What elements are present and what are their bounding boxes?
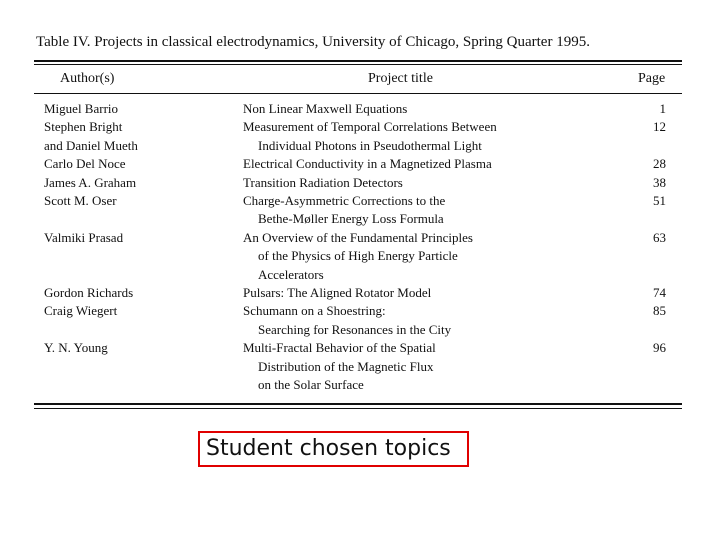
title-cell	[243, 155, 636, 173]
title-line: Pulsars: The Aligned Rotator Model	[243, 285, 432, 301]
annotation-box: Student chosen topics	[198, 431, 469, 467]
title-cell	[243, 302, 636, 339]
title-cell	[243, 284, 636, 302]
table-row	[44, 118, 666, 136]
table-row	[44, 100, 666, 118]
title-cell	[243, 339, 636, 394]
bottom-rule-thin	[34, 408, 682, 409]
author-cell: Gordon Richards	[44, 285, 134, 301]
title-line: of the Physics of High Energy Particle	[258, 248, 458, 264]
title-cell	[243, 100, 636, 118]
header-page: Page	[638, 71, 666, 86]
title-line: Charge-Asymmetric Corrections to the	[243, 193, 446, 209]
projects-table	[44, 100, 666, 395]
title-line: Non Linear Maxwell Equations	[243, 101, 408, 116]
author-cell: James A. Graham	[44, 174, 137, 190]
bottom-rule	[34, 403, 682, 405]
table-caption: Table IV. Projects in classical electrodynamics, University of Chicago, Spring Quarter 1995.	[36, 34, 590, 50]
title-cell	[243, 192, 636, 229]
title-line: Individual Photons in Pseudothermal Light	[258, 137, 482, 153]
page-cell: 51	[653, 193, 666, 209]
page-cell	[636, 137, 666, 155]
header-title: Project title	[368, 71, 433, 86]
title-cell	[243, 118, 636, 136]
title-line: Multi-Fractal Behavior of the Spatial	[243, 340, 436, 356]
table-row	[44, 302, 666, 339]
header-rule	[34, 93, 682, 94]
author-cell: Stephen Bright	[44, 119, 123, 135]
title-line: Bethe-Møller Energy Loss Formula	[258, 211, 444, 227]
title-line: Electrical Conductivity in a Magnetized Plasma	[243, 156, 492, 172]
header-author: Author(s)	[60, 71, 115, 86]
author-cell: Valmiki Prasad	[44, 229, 124, 245]
author-cell: Miguel Barrio	[44, 101, 119, 116]
page-cell: 96	[653, 340, 666, 356]
title-cell	[243, 229, 636, 284]
table-row	[44, 284, 666, 302]
page-cell: 38	[653, 174, 666, 190]
title-line: Distribution of the Magnetic Flux	[258, 358, 434, 374]
author-cell: and Daniel Mueth	[44, 137, 138, 153]
page-cell: 28	[653, 156, 666, 172]
title-line: Accelerators	[258, 266, 324, 282]
author-cell: Y. N. Young	[44, 340, 108, 356]
title-cell	[243, 174, 636, 192]
title-line: Schumann on a Shoestring:	[243, 303, 386, 319]
top-rule-thin	[34, 64, 682, 65]
page-cell: 74	[653, 285, 666, 301]
title-line: Transition Radiation Detectors	[243, 174, 403, 190]
table-row	[44, 155, 666, 173]
title-line: Searching for Resonances in the City	[258, 321, 452, 337]
top-rule	[34, 60, 682, 62]
table-row	[44, 192, 666, 229]
table-row	[44, 137, 666, 155]
title-line: on the Solar Surface	[258, 377, 364, 393]
title-line: Measurement of Temporal Correlations Between	[243, 119, 497, 135]
page-cell: 63	[653, 229, 666, 245]
author-cell: Craig Wiegert	[44, 303, 118, 319]
title-cell	[243, 137, 636, 155]
author-cell: Carlo Del Noce	[44, 156, 126, 172]
table-row	[44, 339, 666, 394]
title-line: An Overview of the Fundamental Principles	[243, 229, 473, 245]
table-row	[44, 174, 666, 192]
page-cell: 85	[653, 303, 666, 319]
author-cell: Scott M. Oser	[44, 193, 117, 209]
page-cell: 12	[653, 119, 666, 135]
page-cell: 1	[659, 101, 666, 116]
table-row	[44, 229, 666, 284]
